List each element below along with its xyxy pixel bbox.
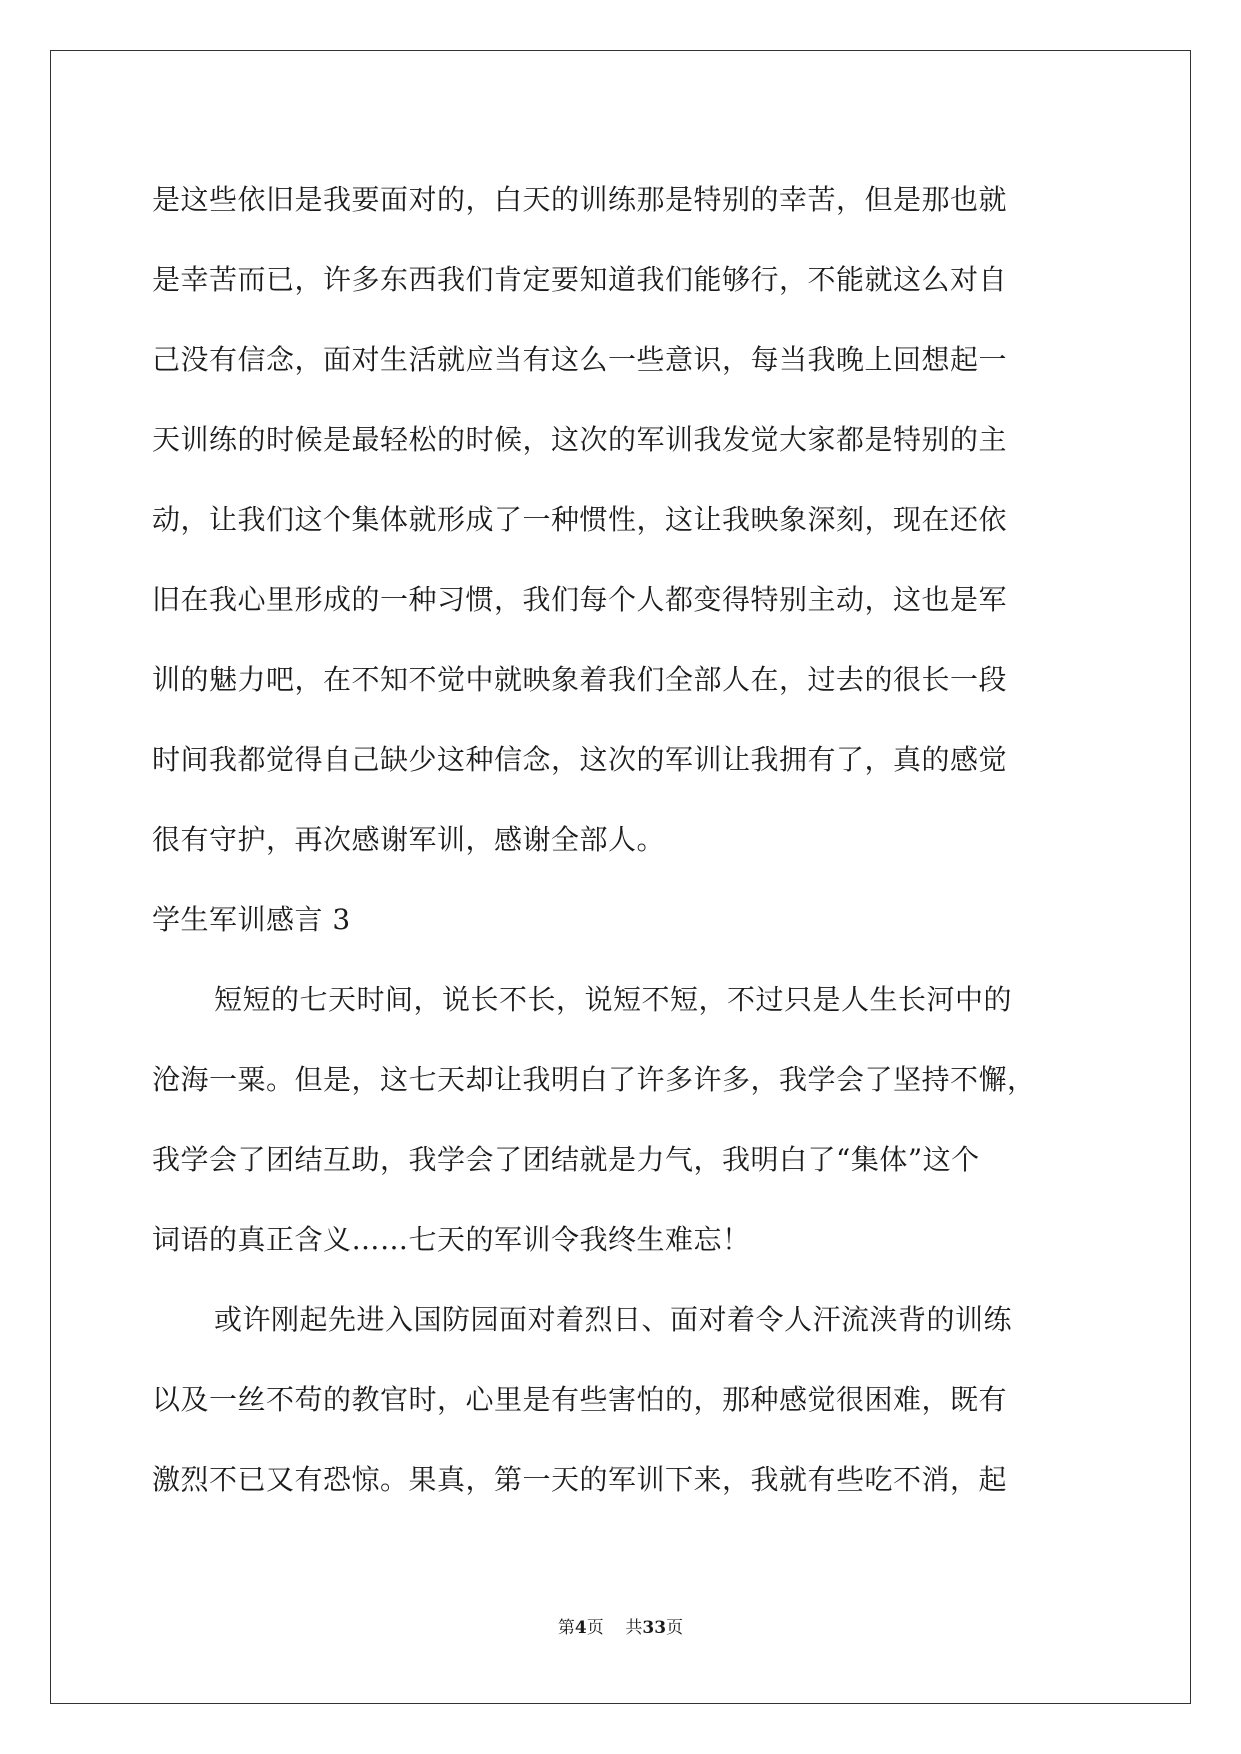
current-page-number: 4 xyxy=(574,1618,587,1638)
footer-total-suffix: 页 xyxy=(666,1618,684,1638)
text-line: 沧海一粟。但是，这七天却让我明白了许多许多，我学会了坚持不懈， xyxy=(152,1063,1036,1096)
text-line: 或许刚起先进入国防园面对着烈日、面对着令人汗流浃背的训练 xyxy=(214,1303,1013,1336)
text-line: 是幸苦而已，许多东西我们肯定要知道我们能够行，不能就这么对自 xyxy=(152,263,1008,296)
paragraph-1 xyxy=(152,960,1092,1280)
text-line: 动，让我们这个集体就形成了一种惯性，这让我映象深刻，现在还依 xyxy=(152,503,1008,536)
text-line: 训的魅力吧，在不知不觉中就映象着我们全部人在，过去的很长一段 xyxy=(152,663,1008,696)
continuation-paragraph xyxy=(152,160,1092,880)
total-page-count: 33 xyxy=(642,1618,667,1638)
text-line: 以及一丝不苟的教官时，心里是有些害怕的，那种感觉很困难，既有 xyxy=(152,1383,1008,1416)
text-line: 激烈不已又有恐惊。果真，第一天的军训下来，我就有些吃不消，起 xyxy=(152,1463,1008,1496)
text-line: 词语的真正含义……七天的军训令我终生难忘！ xyxy=(152,1223,751,1256)
text-line: 时间我都觉得自己缺少这种信念，这次的军训让我拥有了，真的感觉 xyxy=(152,743,1008,776)
footer-total-prefix: 共 xyxy=(625,1618,643,1638)
text-line: 是这些依旧是我要面对的，白天的训练那是特别的幸苦，但是那也就 xyxy=(152,183,1008,216)
text-line: 短短的七天时间，说长不长，说短不短，不过只是人生长河中的 xyxy=(214,983,1013,1016)
text-line: 己没有信念，面对生活就应当有这么一些意识，每当我晚上回想起一 xyxy=(152,343,1008,376)
section-heading: 学生军训感言 3 xyxy=(152,903,351,936)
footer-prefix: 第 xyxy=(557,1618,575,1638)
text-line: 我学会了团结互助，我学会了团结就是力气，我明白了“集体”这个 xyxy=(152,1143,980,1176)
page-footer xyxy=(0,1613,1241,1638)
paragraph-2 xyxy=(152,1280,1092,1520)
text-line: 天训练的时候是最轻松的时候，这次的军训我发觉大家都是特别的主 xyxy=(152,423,1008,456)
footer-page-word: 页 xyxy=(586,1618,604,1638)
text-line: 旧在我心里形成的一种习惯，我们每个人都变得特别主动，这也是军 xyxy=(152,583,1008,616)
document-body xyxy=(152,160,1092,1520)
text-line: 很有守护，再次感谢军训，感谢全部人。 xyxy=(152,823,666,856)
